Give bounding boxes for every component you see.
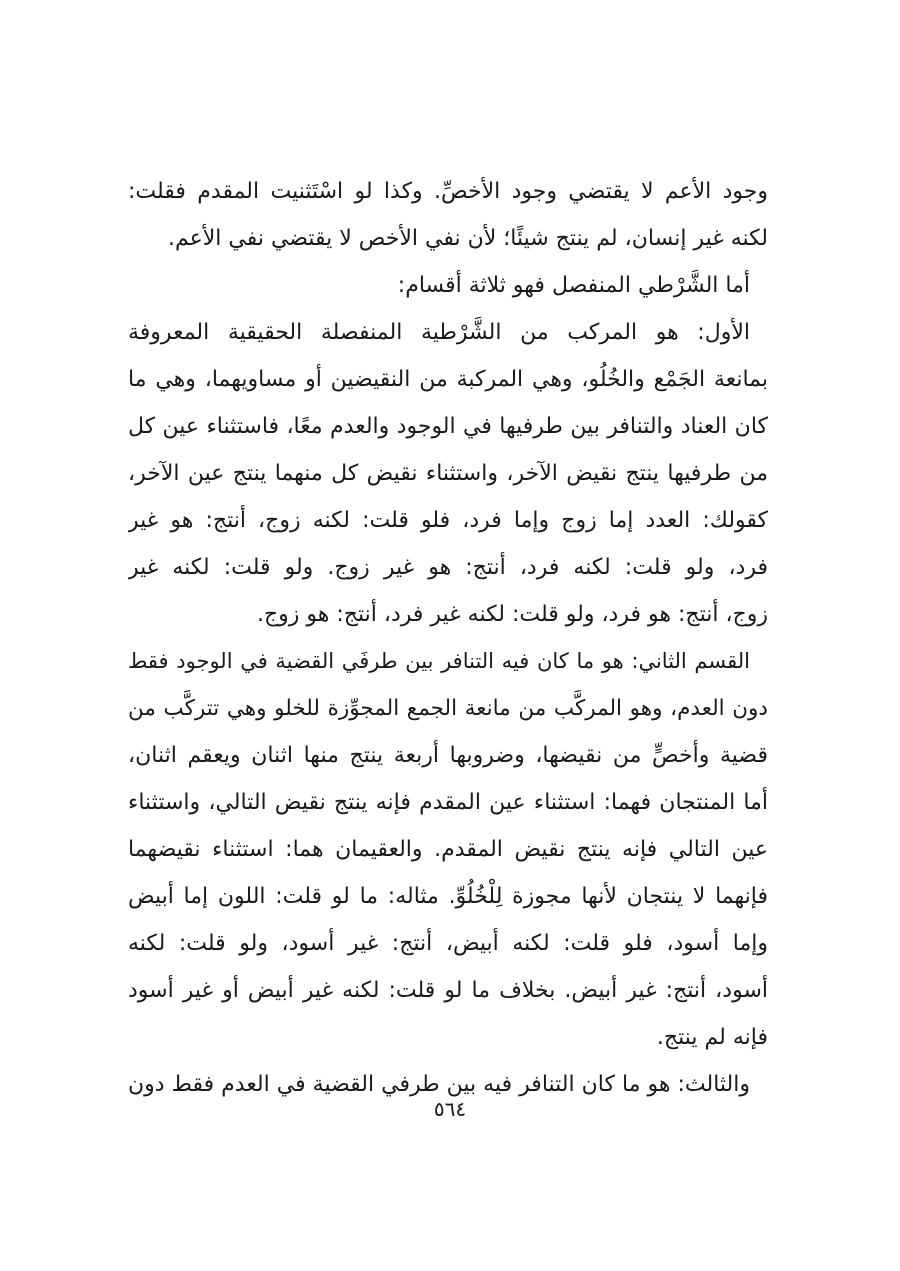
text-line: دون العدم، وهو المركَّب من مانعة الجمع المجوِّزة للخلو وهي تتركَّب من xyxy=(128,696,768,721)
text-line: عين التالي فإنه ينتج نقيض المقدم. والعقيمان هما: استثناء نقيضهما xyxy=(128,837,768,862)
text-line: كقولك: العدد إما زوج وإما فرد، فلو قلت: لكنه زوج، أنتج: هو غير xyxy=(128,508,768,533)
text-line: بمانعة الجَمْع والخُلُو، وهي المركبة من النقيضين أو مساويهما، وهي ما xyxy=(128,367,768,392)
text-line: لكنه غير إنسان، لم ينتج شيئًا؛ لأن نفي الأخص لا يقتضي نفي الأعم. xyxy=(167,226,768,251)
body-text xyxy=(128,168,768,1108)
section-heading: أما الشَّرْطي المنفصل فهو ثلاثة أقسام: xyxy=(397,273,750,298)
text-line: والثالث: هو ما كان التنافر فيه بين طرفي القضية في العدم فقط دون xyxy=(128,1072,750,1097)
text-line: القسم الثاني: هو ما كان فيه التنافر بين طرفَي القضية في الوجود فقط xyxy=(128,649,750,673)
page-number: ٥٦٤ xyxy=(433,1097,467,1121)
text-line: فرد، ولو قلت: لكنه فرد، أنتج: هو غير زوج. ولو قلت: لكنه غير xyxy=(128,555,768,580)
text-line: أما المنتجان فهما: استثناء عين المقدم فإنه ينتج نقيض التالي، واستثناء xyxy=(128,790,768,815)
text-line: قضية وأخصٍّ من نقيضها، وضروبها أربعة ينتج منها اثنان ويعقم اثنان، xyxy=(128,743,768,768)
text-line: كان العناد والتنافر بين طرفيها في الوجود والعدم معًا، فاستثناء عين كل xyxy=(128,414,768,439)
text-line: وجود الأعم لا يقتضي وجود الأخصِّ. وكذا لو اسْتَثنيت المقدم فقلت: xyxy=(128,179,768,204)
text-line: أسود، أنتج: غير أبيض. بخلاف ما لو قلت: لكنه غير أبيض أو غير أسود xyxy=(128,978,768,1003)
text-line: زوج، أنتج: هو فرد، ولو قلت: لكنه غير فرد، أنتج: هو زوج. xyxy=(256,602,768,627)
text-line: فإنه لم ينتج. xyxy=(656,1025,768,1050)
text-line: الأول: هو المركب من الشَّرْطية المنفصلة الحقيقية المعروفة xyxy=(128,320,750,345)
text-line: فإنهما لا ينتجان لأنها مجوزة لِلْخُلُوِّ. مثاله: ما لو قلت: اللون إما أبيض xyxy=(128,884,768,909)
text-line: من طرفيها ينتج نقيض الآخر، واستثناء نقيض كل منهما ينتج عين الآخر، xyxy=(128,461,768,486)
text-line: وإما أسود، فلو قلت: لكنه أبيض، أنتج: غير أسود، ولو قلت: لكنه xyxy=(128,931,768,956)
